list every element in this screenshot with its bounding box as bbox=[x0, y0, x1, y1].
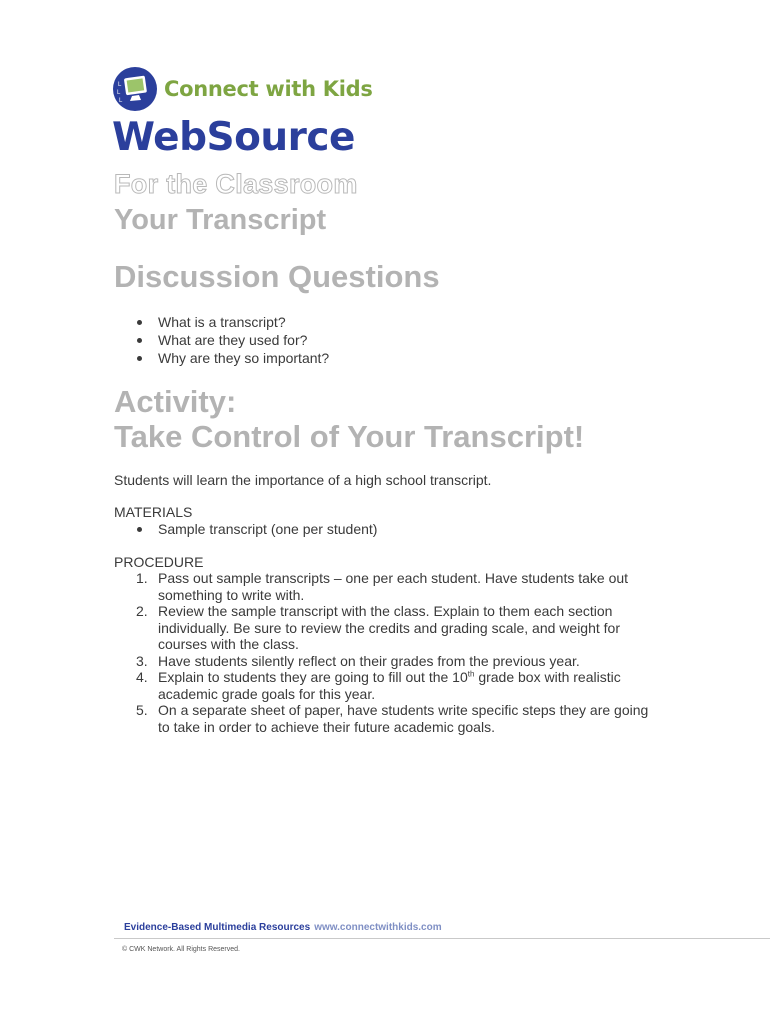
procedure-step bbox=[114, 702, 674, 735]
question-text: Why are they so important? bbox=[158, 350, 330, 366]
procedure-step bbox=[114, 653, 674, 670]
material-text: Sample transcript (one per student) bbox=[158, 521, 378, 537]
discussion-questions-list bbox=[114, 313, 329, 367]
footer-url-link[interactable]: www.connectwithkids.com bbox=[314, 922, 442, 933]
step-number: 4. bbox=[136, 669, 148, 685]
procedure-step bbox=[114, 669, 674, 702]
ordinal-suffix: th bbox=[467, 669, 475, 679]
step-text: grade box with realistic bbox=[474, 669, 621, 685]
list-item bbox=[114, 313, 329, 331]
activity-label: Activity: bbox=[114, 384, 237, 419]
procedure-steps bbox=[114, 570, 674, 735]
question-text: What are they used for? bbox=[158, 332, 308, 348]
connect-with-kids-logo bbox=[112, 66, 373, 112]
svg-text:L: L bbox=[118, 82, 122, 88]
step-line: On a separate sheet of paper, have students write specific steps they are going bbox=[158, 702, 649, 718]
svg-text:L: L bbox=[117, 90, 121, 96]
logo-text: Connect with Kids bbox=[164, 76, 373, 101]
step-number: 3. bbox=[136, 652, 148, 669]
step-number: 2. bbox=[136, 603, 148, 619]
bullet-icon bbox=[137, 338, 142, 343]
svg-text:L: L bbox=[119, 98, 123, 104]
topic-title: Your Transcript bbox=[114, 204, 327, 236]
step-line: academic grade goals for this year. bbox=[158, 685, 376, 702]
discussion-heading: Discussion Questions bbox=[114, 259, 440, 294]
footer-tagline bbox=[124, 922, 442, 933]
procedure-label: PROCEDURE bbox=[114, 554, 204, 570]
step-line: to take in order to achieve their future academic goals. bbox=[158, 718, 495, 735]
activity-intro: Students will learn the importance of a high school transcript. bbox=[114, 472, 492, 488]
step-line: Review the sample transcript with the class. Explain to them each section bbox=[158, 603, 613, 619]
step-line bbox=[158, 669, 674, 686]
footer-divider bbox=[114, 938, 770, 939]
step-line: courses with the class. bbox=[158, 636, 299, 652]
logo-monitor-icon bbox=[112, 66, 158, 112]
question-text: What is a transcript? bbox=[158, 314, 286, 330]
bullet-icon bbox=[137, 356, 142, 361]
list-item bbox=[114, 331, 329, 349]
activity-title: Take Control of Your Transcript! bbox=[114, 419, 585, 454]
step-line: something to write with. bbox=[158, 586, 305, 603]
step-line: individually. Be sure to review the credits and grading scale, and weight for bbox=[158, 619, 620, 636]
step-text: Explain to students they are going to fill out the 10 bbox=[158, 669, 468, 685]
step-number: 1. bbox=[136, 570, 148, 586]
materials-label: MATERIALS bbox=[114, 504, 193, 520]
activity-heading bbox=[114, 384, 584, 454]
tagline-text: Evidence-Based Multimedia Resources bbox=[124, 922, 311, 933]
list-item bbox=[114, 520, 377, 538]
procedure-step bbox=[114, 570, 674, 603]
step-line: Pass out sample transcripts – one per each student. Have students take out bbox=[158, 570, 629, 586]
list-item bbox=[114, 349, 329, 367]
copyright-text: © CWK Network. All Rights Reserved. bbox=[122, 946, 240, 953]
subtitle: For the Classroom bbox=[114, 169, 358, 199]
procedure-step bbox=[114, 603, 674, 653]
step-number: 5. bbox=[136, 702, 148, 718]
brand-title: WebSource bbox=[112, 115, 355, 160]
bullet-icon bbox=[137, 527, 142, 532]
step-line: Have students silently reflect on their grades from the previous year. bbox=[158, 652, 580, 669]
bullet-icon bbox=[137, 320, 142, 325]
materials-list bbox=[114, 520, 377, 538]
